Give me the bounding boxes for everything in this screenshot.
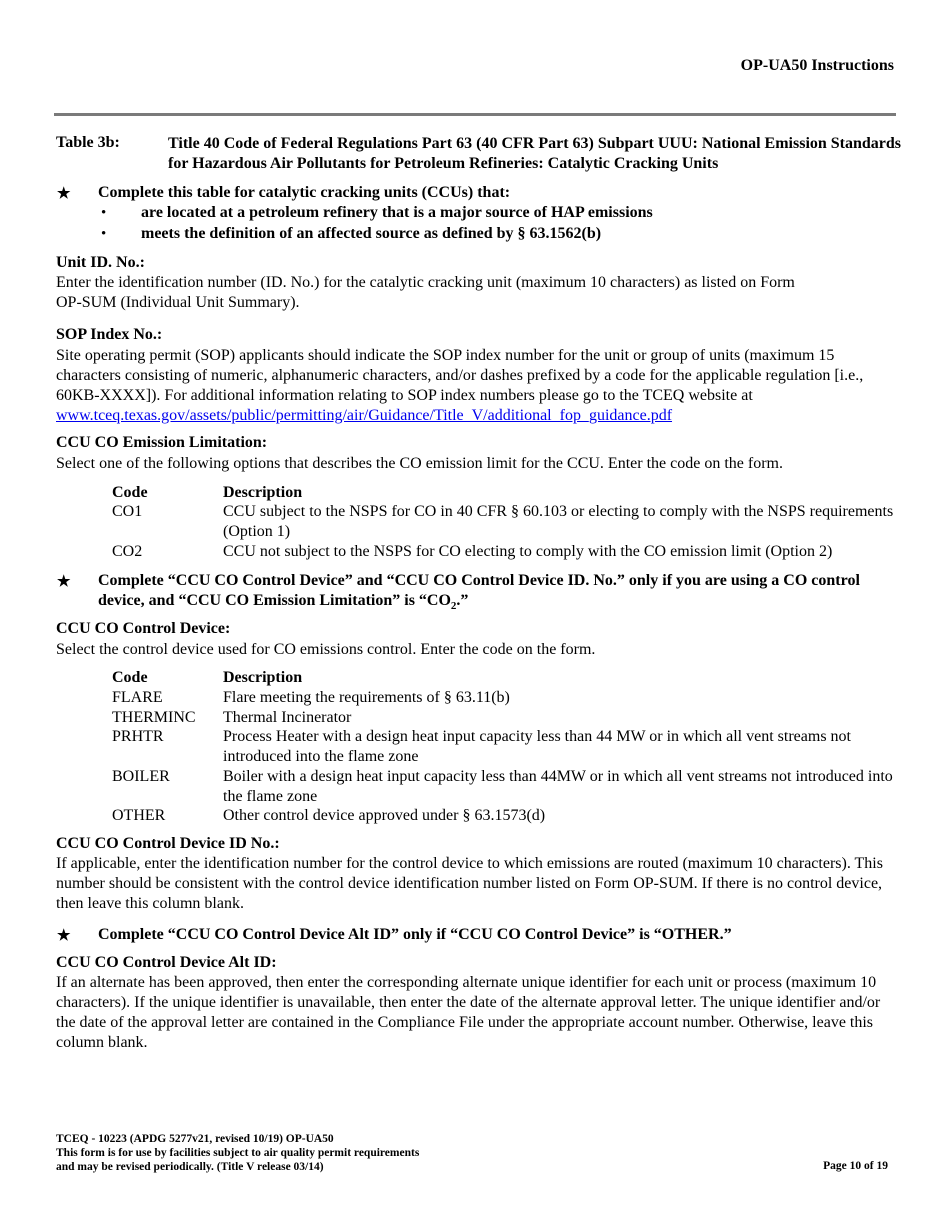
control-device-desc: Process Heater with a design heat input capacity less than 44 MW or in which all vent streams not introduced into the flame zone xyxy=(223,728,851,765)
control-device-heading: CCU CO Control Device: xyxy=(56,620,231,637)
intro-bullet: are located at a petroleum refinery that is a major source of HAP emissions xyxy=(141,204,653,221)
co-limit-code: CO1 xyxy=(112,503,143,520)
page-number: Page 10 of 19 xyxy=(823,1160,888,1172)
control-device-code: THERMINC xyxy=(112,709,196,726)
star-icon: ★ xyxy=(57,186,71,202)
intro-note: Complete this table for catalytic cracking units (CCUs) that: xyxy=(98,184,511,201)
control-device-code: FLARE xyxy=(112,689,163,706)
control-device-alt-id-heading: CCU CO Control Device Alt ID: xyxy=(56,954,277,971)
footer-form-info xyxy=(56,1132,419,1174)
co-limit-code: CO2 xyxy=(112,543,143,560)
intro-bullet: meets the definition of an affected source as defined by § 63.1562(b) xyxy=(141,225,602,242)
control-device-code: OTHER xyxy=(112,807,166,824)
control-device-code: PRHTR xyxy=(112,728,164,745)
bullet-icon: • xyxy=(101,205,107,221)
co-limit-desc-header: Description xyxy=(223,484,303,501)
unit-id-heading: Unit ID. No.: xyxy=(56,254,145,271)
control-device-desc: Flare meeting the requirements of § 63.11(b) xyxy=(223,689,510,706)
control-device-id-body: If applicable, enter the identification number for the control device to which emissions are routed (maximum 10 characters). This number should be consistent with the control device identification number listed on Form OP-SUM. If there is no control device, then leave this column blank. xyxy=(56,855,883,912)
control-device-code-header: Code xyxy=(112,669,148,686)
control-device-code: BOILER xyxy=(112,768,170,785)
control-device-desc: Boiler with a design heat input capacity less than 44MW or in which all vent streams not introduced into the flame zone xyxy=(223,768,893,805)
tceq-guidance-link[interactable]: www.tceq.texas.gov/assets/public/permitting/air/Guidance/Title_V/additional_fop_guidance.pdf xyxy=(56,407,673,424)
unit-id-body: Enter the identification number (ID. No.) for the catalytic cracking unit (maximum 10 characters) as listed on Form OP-SUM (Individual Unit Summary). xyxy=(56,274,795,311)
control-device-desc-header: Description xyxy=(223,669,303,686)
page-header-title: OP-UA50 Instructions xyxy=(740,57,894,74)
co2-subscript: 2 xyxy=(450,600,457,613)
alt-id-note: Complete “CCU CO Control Device Alt ID” only if “CCU CO Control Device” is “OTHER.” xyxy=(98,926,732,943)
control-device-note-text: Complete “CCU CO Control Device” and “CCU CO Control Device ID. No.” only if you are using a CO control device, and “CCU CO Emission Limitation” is “CO xyxy=(98,572,860,609)
co-limit-code-header: Code xyxy=(112,484,148,501)
control-device-id-heading: CCU CO Control Device ID No.: xyxy=(56,835,280,852)
co-limit-desc: CCU subject to the NSPS for CO in 40 CFR § 60.103 or electing to comply with the NSPS requirements (Option 1) xyxy=(223,503,894,540)
bullet-icon: • xyxy=(101,226,107,242)
control-device-desc: Other control device approved under § 63.1573(d) xyxy=(223,807,546,824)
star-icon: ★ xyxy=(57,928,71,944)
table-number: Table 3b: xyxy=(56,134,120,151)
co-limit-heading: CCU CO Emission Limitation: xyxy=(56,434,268,451)
footer-line: This form is for use by facilities subject to air quality permit requirements xyxy=(56,1147,420,1159)
star-icon: ★ xyxy=(57,574,71,590)
control-device-note xyxy=(98,571,888,616)
table-title: Title 40 Code of Federal Regulations Part 63 (40 CFR Part 63) Subpart UUU: National Emission Standards for Hazardous Air Pollutants for Petroleum Refineries: Catalytic Cracking Units xyxy=(168,135,902,172)
footer-line: and may be revised periodically. (Title V release 03/14) xyxy=(56,1161,324,1173)
sop-index-heading: SOP Index No.: xyxy=(56,326,163,343)
sop-index-body xyxy=(56,346,898,426)
footer-line: TCEQ - 10223 (APDG 5277v21, revised 10/19) OP-UA50 xyxy=(56,1133,334,1145)
control-device-desc: Thermal Incinerator xyxy=(223,709,352,726)
co-limit-desc: CCU not subject to the NSPS for CO electing to comply with the CO emission limit (Option 2) xyxy=(223,543,833,560)
header-rule xyxy=(54,113,896,116)
co-limit-body: Select one of the following options that describes the CO emission limit for the CCU. Enter the code on the form. xyxy=(56,455,783,472)
sop-index-text: Site operating permit (SOP) applicants should indicate the SOP index number for the unit or group of units (maximum 15 characters consisting of numeric, alphanumeric characters, and/or dashes prefixed by a code for the applicable regulation [i.e., 60KB-XXXX]). For additional information relating to SOP index numbers please go to the TCEQ website at xyxy=(56,347,864,404)
control-device-alt-id-body: If an alternate has been approved, then enter the corresponding alternate unique identifier for each unit or process (maximum 10 characters). If the unique identifier is unavailable, then enter the date of the alternate approval letter. The unique identifier and/or the date of the approval letter are contained in the Compliance File under the appropriate account number. Otherwise, leave this column blank. xyxy=(56,974,881,1051)
control-device-body: Select the control device used for CO emissions control. Enter the code on the form. xyxy=(56,641,596,658)
control-device-note-end: .” xyxy=(456,592,469,609)
